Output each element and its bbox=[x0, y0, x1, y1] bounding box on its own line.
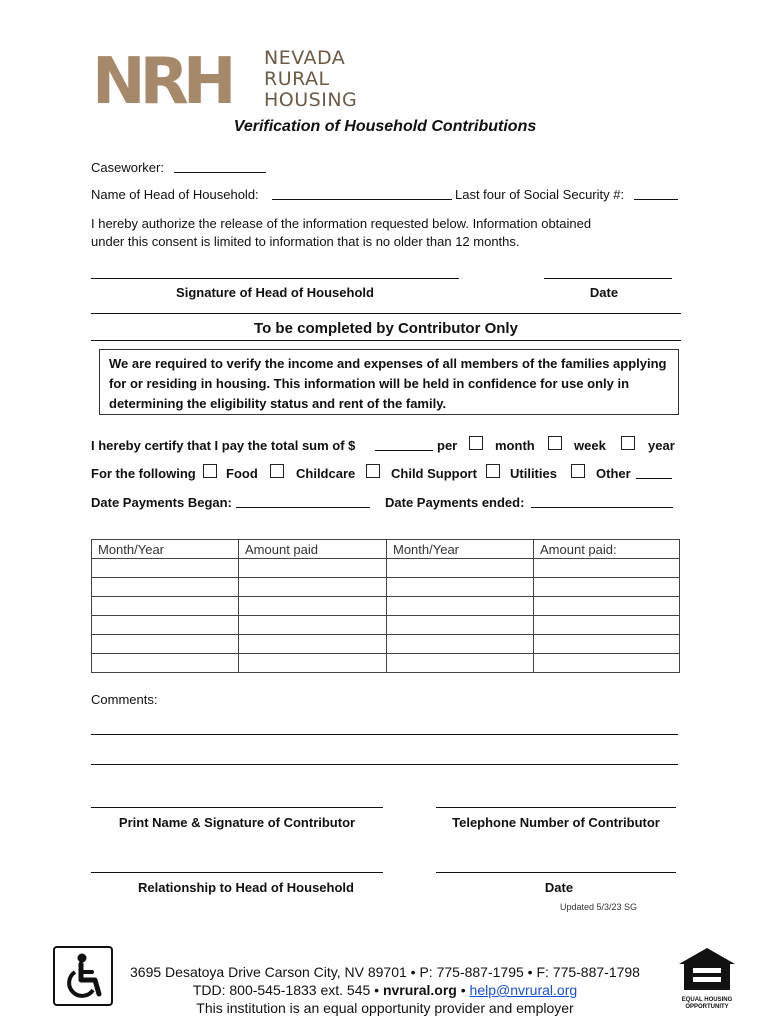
contributor-signature-field[interactable] bbox=[91, 807, 383, 808]
table-header-month-year-1: Month/Year bbox=[92, 540, 239, 559]
comments-label: Comments: bbox=[91, 692, 158, 707]
food-checkbox[interactable] bbox=[203, 464, 217, 478]
table-row bbox=[92, 654, 680, 673]
month-label: month bbox=[495, 438, 535, 453]
footer-website-link[interactable]: nvrural.org bbox=[382, 982, 457, 998]
table-row bbox=[92, 597, 680, 616]
payments-table bbox=[91, 539, 680, 673]
table-cell[interactable] bbox=[92, 635, 239, 654]
table-cell[interactable] bbox=[534, 635, 680, 654]
updated-note: Updated 5/3/23 SG bbox=[560, 902, 638, 912]
utilities-checkbox[interactable] bbox=[486, 464, 500, 478]
eho-label-line-1: EQUAL HOUSING bbox=[681, 997, 733, 1003]
following-label: For the following bbox=[91, 466, 196, 481]
child-support-checkbox[interactable] bbox=[366, 464, 380, 478]
table-cell[interactable] bbox=[92, 559, 239, 578]
comments-line-1[interactable] bbox=[91, 734, 678, 735]
eho-label-line-2: OPPORTUNITY bbox=[685, 1004, 729, 1010]
contributor-date-field[interactable] bbox=[436, 872, 676, 873]
footer-email-link[interactable]: help@nvrural.org bbox=[469, 982, 578, 998]
table-cell[interactable] bbox=[239, 654, 387, 673]
table-cell[interactable] bbox=[387, 559, 534, 578]
relationship-field[interactable] bbox=[91, 872, 383, 873]
table-cell[interactable] bbox=[387, 597, 534, 616]
notice-line-2: for or residing in housing. This information will be held in confidence for use only in bbox=[109, 376, 630, 391]
other-field[interactable] bbox=[636, 478, 672, 479]
table-row bbox=[92, 559, 680, 578]
notice-line-1: We are required to verify the income and expenses of all members of the families applying bbox=[109, 356, 667, 371]
ssn-label: Last four of Social Security #: bbox=[455, 187, 625, 202]
table-cell[interactable] bbox=[239, 597, 387, 616]
logo-words bbox=[264, 48, 357, 111]
table-cell[interactable] bbox=[239, 616, 387, 635]
table-cell[interactable] bbox=[534, 616, 680, 635]
equal-housing-opportunity-icon bbox=[676, 946, 738, 1012]
table-cell[interactable] bbox=[239, 635, 387, 654]
footer-separator: • bbox=[460, 982, 466, 998]
page-title: Verification of Household Contributions bbox=[233, 118, 537, 135]
contributor-section-heading: To be completed by Contributor Only bbox=[254, 320, 518, 337]
week-label: week bbox=[574, 438, 606, 453]
childcare-checkbox[interactable] bbox=[270, 464, 284, 478]
table-row bbox=[92, 616, 680, 635]
head-of-household-label: Name of Head of Household: bbox=[91, 187, 259, 202]
organization-logo bbox=[92, 45, 362, 119]
head-date-label: Date bbox=[589, 285, 619, 300]
year-checkbox[interactable] bbox=[621, 436, 635, 450]
contributor-signature-label: Print Name & Signature of Contributor bbox=[118, 815, 356, 830]
footer-contact bbox=[0, 982, 770, 998]
head-of-household-field[interactable] bbox=[272, 199, 452, 200]
other-checkbox[interactable] bbox=[571, 464, 585, 478]
table-cell[interactable] bbox=[534, 578, 680, 597]
year-label: year bbox=[648, 438, 675, 453]
authorization-line-1: I hereby authorize the release of the information requested below. Information obtained bbox=[91, 216, 592, 231]
caseworker-label: Caseworker: bbox=[91, 160, 164, 175]
table-cell[interactable] bbox=[534, 654, 680, 673]
table-cell[interactable] bbox=[239, 578, 387, 597]
food-label: Food bbox=[226, 466, 258, 481]
payments-began-label: Date Payments Began: bbox=[91, 495, 232, 510]
table-cell[interactable] bbox=[92, 597, 239, 616]
child-support-label: Child Support bbox=[391, 466, 477, 481]
table-header-month-year-2: Month/Year bbox=[387, 540, 534, 559]
footer-address: 3695 Desatoya Drive Carson City, NV 89701 • P: 775-887-1795 • F: 775-887-1798 bbox=[130, 964, 640, 980]
table-cell[interactable] bbox=[92, 616, 239, 635]
authorization-line-2: under this consent is limited to information that is no older than 12 months. bbox=[91, 234, 520, 249]
logo-word-rural: RURAL bbox=[264, 68, 330, 90]
logo-word-nevada: NEVADA bbox=[264, 47, 346, 69]
table-header-row bbox=[92, 540, 680, 559]
contributor-telephone-field[interactable] bbox=[436, 807, 676, 808]
table-cell[interactable] bbox=[387, 578, 534, 597]
confidentiality-notice bbox=[99, 349, 679, 415]
relationship-label: Relationship to Head of Household bbox=[138, 880, 354, 895]
logo-word-housing: HOUSING bbox=[264, 89, 358, 111]
head-date-field[interactable] bbox=[544, 278, 672, 279]
footer-tdd: TDD: 800-545-1833 ext. 545 • bbox=[192, 982, 380, 998]
table-header-amount-1: Amount paid bbox=[239, 540, 387, 559]
caseworker-field[interactable] bbox=[174, 172, 266, 173]
month-checkbox[interactable] bbox=[469, 436, 483, 450]
table-cell[interactable] bbox=[92, 654, 239, 673]
childcare-label: Childcare bbox=[296, 466, 356, 481]
payments-ended-label: Date Payments ended: bbox=[385, 495, 525, 510]
certify-amount-field[interactable] bbox=[375, 450, 433, 451]
table-cell[interactable] bbox=[239, 559, 387, 578]
payments-began-field[interactable] bbox=[236, 507, 370, 508]
other-label: Other bbox=[596, 466, 631, 481]
payments-ended-field[interactable] bbox=[531, 507, 673, 508]
table-cell[interactable] bbox=[387, 635, 534, 654]
table-cell[interactable] bbox=[387, 654, 534, 673]
table-cell[interactable] bbox=[534, 559, 680, 578]
table-row bbox=[92, 578, 680, 597]
week-checkbox[interactable] bbox=[548, 436, 562, 450]
head-signature-field[interactable] bbox=[91, 278, 459, 279]
contributor-date-label: Date bbox=[544, 880, 574, 895]
certify-label: I hereby certify that I pay the total sum of $ bbox=[91, 438, 356, 453]
notice-line-3: determining the eligibility status and rent of the family. bbox=[109, 396, 447, 411]
table-cell[interactable] bbox=[92, 578, 239, 597]
section-divider-bottom bbox=[91, 340, 681, 341]
table-cell[interactable] bbox=[534, 597, 680, 616]
contributor-telephone-label: Telephone Number of Contributor bbox=[452, 815, 660, 830]
utilities-label: Utilities bbox=[510, 466, 557, 481]
certify-per-label: per bbox=[437, 438, 458, 453]
table-row bbox=[92, 635, 680, 654]
head-signature-label: Signature of Head of Household bbox=[176, 285, 374, 300]
ssn-field[interactable] bbox=[634, 199, 678, 200]
table-cell[interactable] bbox=[387, 616, 534, 635]
section-divider-top bbox=[91, 313, 681, 314]
comments-line-2[interactable] bbox=[91, 764, 678, 765]
table-header-amount-2: Amount paid: bbox=[534, 540, 680, 559]
footer-equal-opportunity: This institution is an equal opportunity provider and employer bbox=[196, 1000, 574, 1016]
logo-letters: NRH bbox=[92, 45, 231, 119]
